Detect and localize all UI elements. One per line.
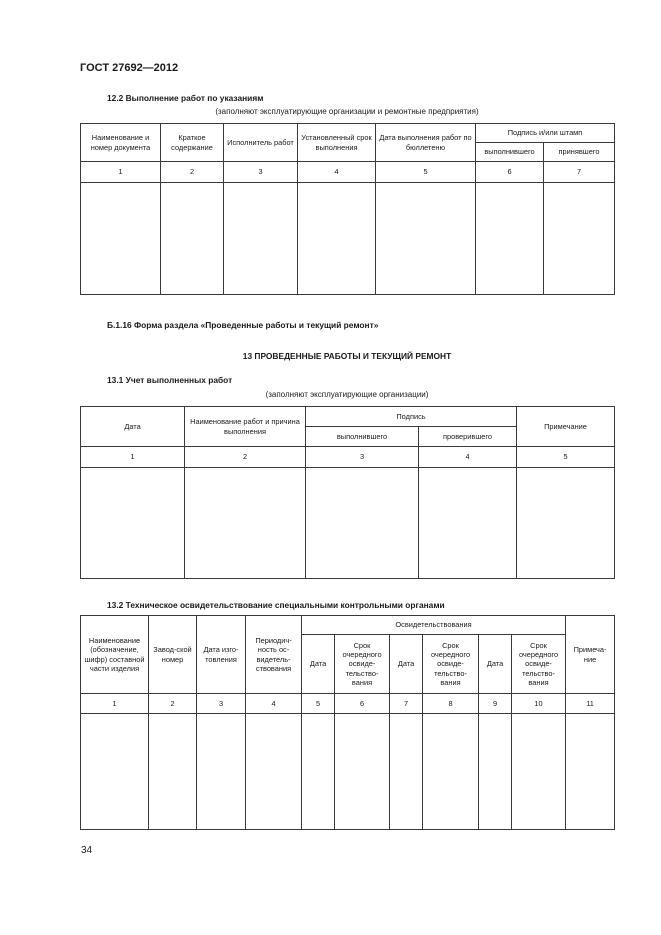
- column-number: 1: [81, 162, 161, 183]
- table-row: [81, 183, 615, 295]
- column-number: 9: [479, 694, 512, 714]
- column-number: 8: [423, 694, 479, 714]
- column-number: 1: [81, 447, 185, 468]
- col-header-performed-by: выполнившего: [306, 427, 419, 447]
- table-cell[interactable]: [476, 183, 544, 295]
- column-number: 11: [566, 694, 615, 714]
- table-cell[interactable]: [376, 183, 476, 295]
- col-header-remark: Примечание: [517, 407, 615, 447]
- section-13-title: 13 ПРОВЕДЕННЫЕ РАБОТЫ И ТЕКУЩИЙ РЕМОНТ: [242, 351, 452, 361]
- table-cell[interactable]: [161, 183, 224, 295]
- col-header-performer: Исполнитель работ: [224, 124, 298, 162]
- col-header-inspections-group: Освидетельствования: [302, 616, 566, 635]
- column-number: 6: [476, 162, 544, 183]
- table-cell[interactable]: [81, 183, 161, 295]
- col-header-inspection-date: Дата: [302, 635, 335, 694]
- col-header-component-name: Наименование (обозначение, шифр) составной части изделия: [81, 616, 149, 694]
- column-number: 5: [517, 447, 615, 468]
- table-cell[interactable]: [81, 714, 149, 830]
- table-cell[interactable]: [306, 468, 419, 579]
- col-header-name-document: Наименование и номер документа: [81, 124, 161, 162]
- document-header: ГОСТ 27692—2012: [80, 62, 179, 74]
- table-12-2: [80, 123, 615, 295]
- col-header-serial-number: Завод-ской номер: [149, 616, 197, 694]
- col-header-work-name: Наименование работ и причина выполнения: [185, 407, 306, 447]
- col-header-next-inspection: Срок очередного освиде-тельство-вания: [335, 635, 390, 694]
- column-number: 3: [224, 162, 298, 183]
- col-header-summary: Краткое содержание: [161, 124, 224, 162]
- col-header-checked-by: проверившего: [419, 427, 517, 447]
- column-number: 7: [544, 162, 615, 183]
- table-cell[interactable]: [512, 714, 566, 830]
- col-header-deadline: Установленный срок выполнения: [298, 124, 376, 162]
- table-cell[interactable]: [185, 468, 306, 579]
- column-number: 5: [376, 162, 476, 183]
- col-header-next-inspection: Срок очередного освиде-тельство-вания: [512, 635, 566, 694]
- table-cell[interactable]: [419, 468, 517, 579]
- column-number: 3: [197, 694, 246, 714]
- table-cell[interactable]: [517, 468, 615, 579]
- column-number: 2: [149, 694, 197, 714]
- column-number: 1: [81, 694, 149, 714]
- col-header-manufacture-date: Дата изго-товления: [197, 616, 246, 694]
- table-cell[interactable]: [302, 714, 335, 830]
- table-cell[interactable]: [544, 183, 615, 295]
- col-header-completion-date: Дата выполнения работ по бюллетеню: [376, 124, 476, 162]
- table-cell[interactable]: [224, 183, 298, 295]
- table-cell[interactable]: [390, 714, 423, 830]
- table-cell[interactable]: [197, 714, 246, 830]
- section-13-2-title: 13.2 Техническое освидетельствование специальными контрольными органами: [107, 600, 445, 610]
- table-cell[interactable]: [149, 714, 197, 830]
- table-13-2: [80, 615, 615, 830]
- table-cell[interactable]: [246, 714, 302, 830]
- column-number: 4: [298, 162, 376, 183]
- table-row: [81, 468, 615, 579]
- section-13-1-note: (заполняют эксплуатирующие организации): [265, 390, 429, 399]
- table-cell[interactable]: [479, 714, 512, 830]
- col-header-next-inspection: Срок очередного освиде-тельство-вания: [423, 635, 479, 694]
- section-12-2-title: 12.2 Выполнение работ по указаниям: [107, 93, 264, 103]
- table-13-1: [80, 406, 615, 579]
- table-cell[interactable]: [81, 468, 185, 579]
- column-number: 2: [161, 162, 224, 183]
- col-header-periodicity: Периодич-ность ос-видетель-ствования: [246, 616, 302, 694]
- column-number: 10: [512, 694, 566, 714]
- table-cell[interactable]: [298, 183, 376, 295]
- table-row: [81, 714, 615, 830]
- col-header-inspection-date: Дата: [479, 635, 512, 694]
- col-header-date: Дата: [81, 407, 185, 447]
- table-cell[interactable]: [423, 714, 479, 830]
- form-caption: Б.1.16 Форма раздела «Проведенные работы и текущий ремонт»: [107, 320, 379, 330]
- col-header-signature-group: Подпись и/или штамп: [476, 124, 615, 143]
- section-12-2-note: (заполняют эксплуатирующие организации и ремонтные предприятия): [215, 107, 479, 116]
- col-header-inspection-date: Дата: [390, 635, 423, 694]
- table-cell[interactable]: [335, 714, 390, 830]
- table-cell[interactable]: [566, 714, 615, 830]
- col-header-accepted-by: принявшего: [544, 143, 615, 162]
- column-number: 6: [335, 694, 390, 714]
- column-number: 2: [185, 447, 306, 468]
- column-number: 4: [246, 694, 302, 714]
- col-header-remark: Примеча-ние: [566, 616, 615, 694]
- col-header-signature-group: Подпись: [306, 407, 517, 427]
- column-number: 5: [302, 694, 335, 714]
- column-number: 3: [306, 447, 419, 468]
- page-number: 34: [81, 845, 93, 856]
- column-number: 4: [419, 447, 517, 468]
- section-13-1-title: 13.1 Учет выполненных работ: [107, 375, 233, 385]
- col-header-performed-by: выполнившего: [476, 143, 544, 162]
- column-number: 7: [390, 694, 423, 714]
